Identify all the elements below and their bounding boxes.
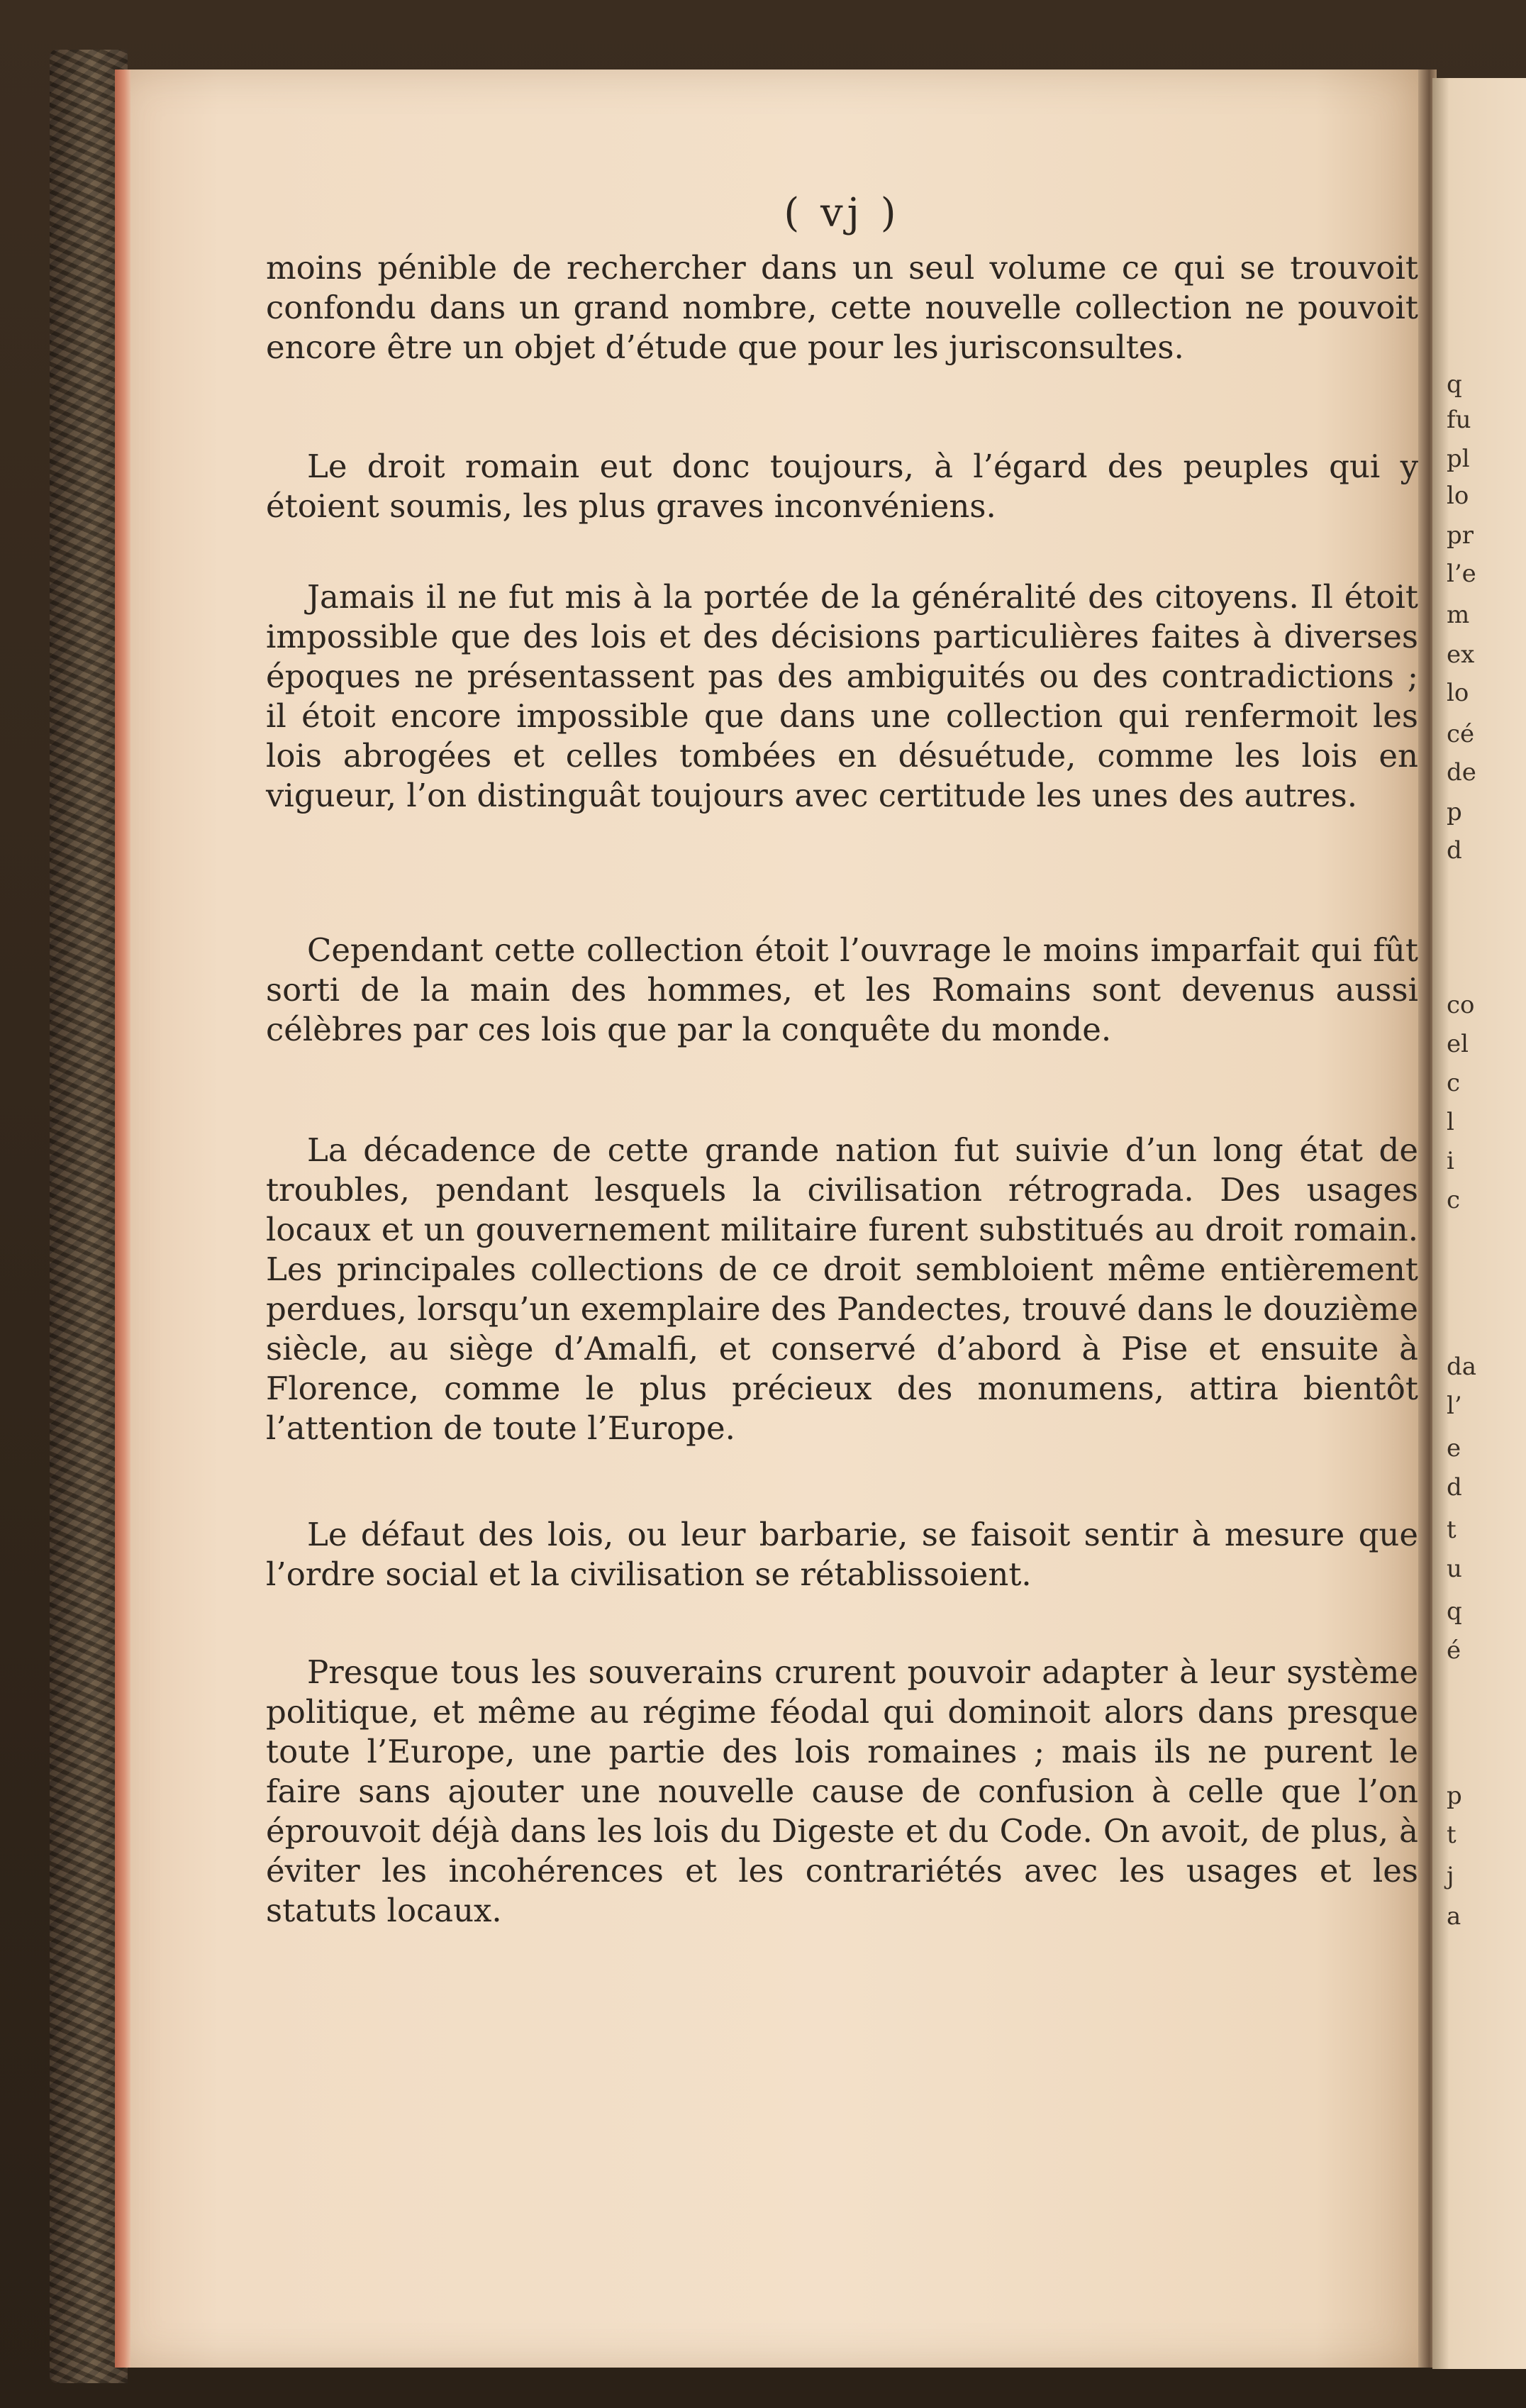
facing-fragment: j <box>1447 1862 1454 1890</box>
paragraph-1: moins pénible de rechercher dans un seul volume ce qui se trouvoit confondu dans un grand nombre, cette nouvelle collection ne pouvoit encore être un objet d’étude que pour les jurisconsultes. <box>266 249 1418 366</box>
facing-fragment: q <box>1447 1597 1462 1626</box>
facing-fragment: i <box>1447 1147 1454 1175</box>
facing-fragment: da <box>1447 1353 1477 1381</box>
facing-fragment: pr <box>1447 521 1474 550</box>
facing-fragment: p <box>1447 1782 1462 1810</box>
facing-fragment: ex <box>1447 640 1475 669</box>
facing-fragment: u <box>1447 1555 1462 1583</box>
facing-fragment: lo <box>1447 482 1469 510</box>
facing-fragment: a <box>1447 1902 1461 1931</box>
facing-fragment: l’ <box>1447 1392 1462 1420</box>
facing-fragment: q <box>1447 370 1462 399</box>
paragraph-6: Le défaut des lois, ou leur barbarie, se faisoit sentir à mesure que l’ordre social et la civilisation se rétablissoient. <box>266 1516 1418 1593</box>
facing-fragment: é <box>1447 1636 1461 1665</box>
paragraph-4: Cependant cette collection étoit l’ouvrage le moins imparfait qui fût sorti de la main des hommes, et les Romains sont devenus aussi célèbres par ces lois que par la conquête du monde. <box>266 931 1418 1048</box>
facing-fragment: e <box>1447 1434 1461 1463</box>
paragraph-7: Presque tous les souverains crurent pouvoir adapter à leur système politique, et même au régime féodal qui dominoit alors dans presque toute l’Europe, une partie des lois romaines ; mais ils ne purent le faire sans ajouter une nouvelle cause de confusion à celle que l’on éprouvoit déjà dans les lois du Digeste et du Code. On avoit, de plus, à éviter les incohérences et les contrariétés avec les usages et les statuts locaux. <box>266 1653 1418 1929</box>
facing-fragment: el <box>1447 1030 1469 1058</box>
facing-fragment: lo <box>1447 679 1469 707</box>
paragraph-5: La décadence de cette grande nation fut suivie d’un long état de troubles, pendant lesquels la civilisation rétrograda. Des usages locaux et un gouvernement militaire furent substitués au droit romain. Les principales collections de ce droit sembloient même entièrement perdues, lorsqu’un exemplaire des Pandectes, trouvé dans le douzième siècle, au siège d’Amalfi, et conservé d’abord à Pise et ensuite à Florence, comme le plus précieux des monumens, attira bientôt l’attention de toute l’Europe. <box>266 1131 1418 1447</box>
facing-fragment: d <box>1447 836 1462 865</box>
facing-fragment: m <box>1447 601 1470 629</box>
page-number-header: ( vj ) <box>784 190 901 236</box>
facing-fragment: fu <box>1447 406 1471 434</box>
facing-fragment: l’e <box>1447 560 1476 588</box>
facing-fragment: co <box>1447 991 1475 1019</box>
facing-fragment: cé <box>1447 720 1475 748</box>
paragraph-2: Le droit romain eut donc toujours, à l’égard des peuples qui y étoient soumis, les plus graves inconvéniens. <box>266 448 1418 525</box>
facing-fragment: d <box>1447 1473 1462 1502</box>
facing-fragment: de <box>1447 758 1476 787</box>
facing-page-edge <box>1432 78 1526 2369</box>
facing-fragment: t <box>1447 1516 1457 1544</box>
facing-fragment: c <box>1447 1186 1461 1214</box>
facing-fragment: c <box>1447 1069 1461 1097</box>
facing-fragment: l <box>1447 1108 1454 1136</box>
facing-fragment: pl <box>1447 445 1470 473</box>
facing-fragment: t <box>1447 1821 1457 1849</box>
paragraph-3: Jamais il ne fut mis à la portée de la généralité des citoyens. Il étoit impossible que des lois et des décisions particulières faites à diverses époques ne présentassent pas des ambiguités ou des contradictions ; il étoit encore impossible que dans une collection qui renfermoit les lois abrogées et celles tombées en désuétude, comme les lois en vigueur, l’on distinguât toujours avec certitude les unes des autres. <box>266 578 1418 814</box>
left-page <box>115 70 1420 2368</box>
red-page-edge <box>115 70 130 2368</box>
facing-fragment: p <box>1447 798 1462 826</box>
